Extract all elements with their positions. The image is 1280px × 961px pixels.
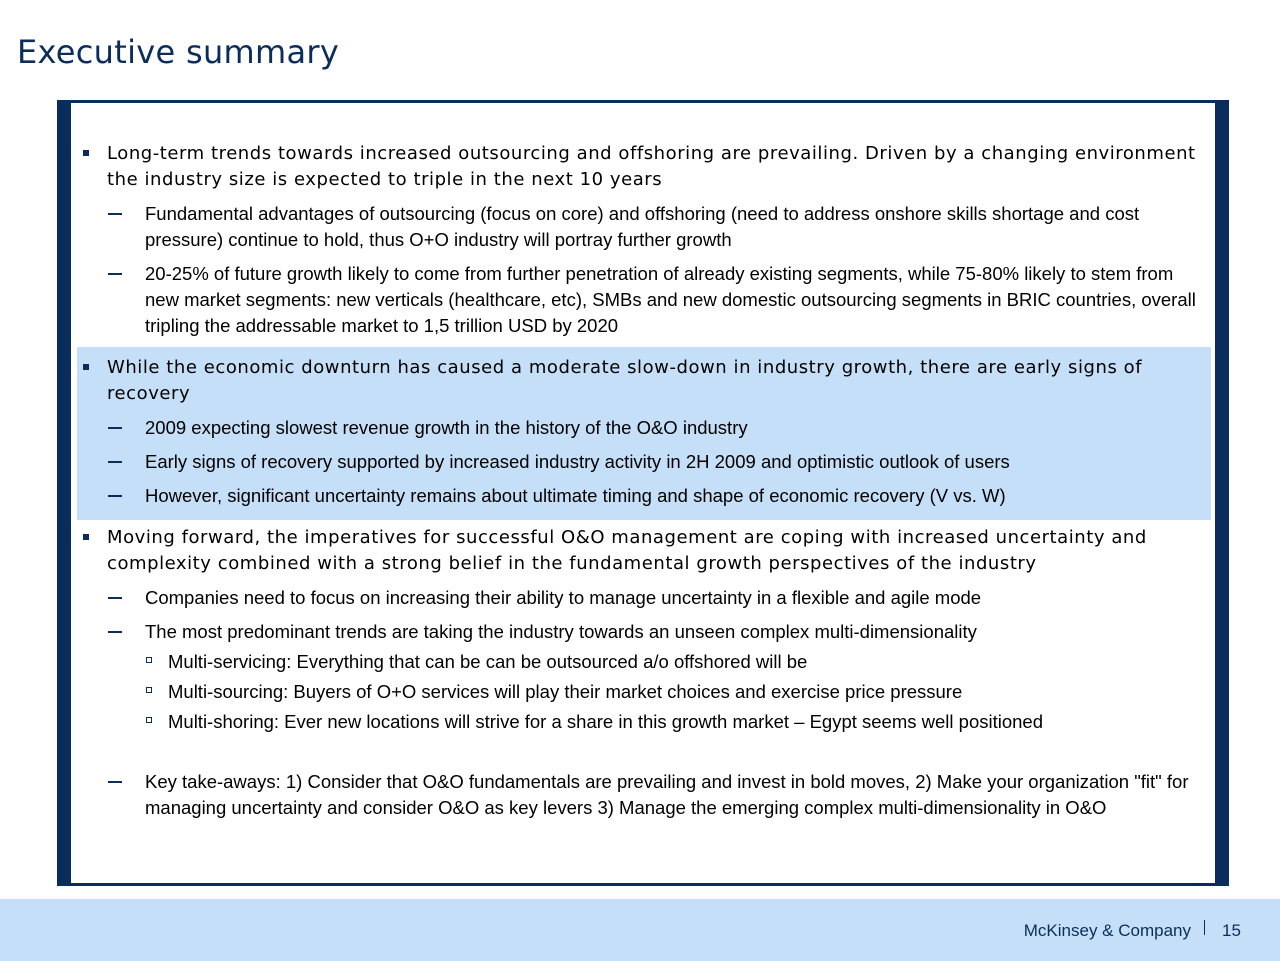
dash-bullet-icon bbox=[108, 273, 122, 275]
sub-sub-point-3-2-2: Multi-sourcing: Buyers of O+O services will play their market choices and exercise price pressure bbox=[168, 681, 963, 702]
sub-sub-point-3-2-3: Multi-shoring: Ever new locations will strive for a share in this growth market – Egypt seems well positioned bbox=[168, 711, 1044, 732]
dash-bullet-icon bbox=[108, 461, 122, 463]
footer-divider bbox=[1204, 920, 1205, 935]
main-point-3: Moving forward, the imperatives for successful O&O management are coping with increased uncertainty and complexity combined with a strong belief in the fundamental growth perspectives of the industry bbox=[107, 527, 1147, 574]
main-point-2: While the economic downturn has caused a moderate slow-down in industry growth, there are early signs of recovery bbox=[107, 357, 1143, 404]
sub-sub-point-3-2-1: Multi-servicing: Everything that can be can be outsourced a/o offshored will be bbox=[168, 651, 808, 672]
square-bullet-icon bbox=[83, 150, 89, 156]
company-name: McKinsey & Company bbox=[1023, 921, 1191, 940]
dash-bullet-icon bbox=[108, 213, 122, 215]
sub-point-2-3: However, significant uncertainty remains about ultimate timing and shape of economic recovery (V vs. W) bbox=[145, 485, 1006, 506]
sub-point-3-2: The most predominant trends are taking the industry towards an unseen complex multi-dimensionality bbox=[145, 621, 977, 642]
sub-point-3-1: Companies need to focus on increasing their ability to manage uncertainty in a flexible and agile mode bbox=[145, 587, 982, 608]
main-point-1: Long-term trends towards increased outsourcing and offshoring are prevailing. Driven by a changing environment the industry size is expected to triple in the next 10 years bbox=[107, 143, 1196, 190]
square-bullet-icon bbox=[83, 534, 89, 540]
dash-bullet-icon bbox=[108, 597, 122, 599]
square-bullet-icon bbox=[83, 364, 89, 370]
dash-bullet-icon bbox=[108, 631, 122, 633]
dash-bullet-icon bbox=[108, 781, 122, 783]
sub-point-2-1: 2009 expecting slowest revenue growth in the history of the O&O industry bbox=[145, 417, 748, 438]
page-title: Executive summary bbox=[17, 33, 340, 71]
sub-point-3-3: Key take-aways: 1) Consider that O&O fundamentals are prevailing and invest in bold moves, 2) Make your organization "fit" for managing uncertainty and consider O&O as key levers 3) Manage the emerging complex multi-dimensionality in O&O bbox=[145, 771, 1189, 818]
hollow-square-bullet-icon bbox=[146, 687, 152, 693]
sub-point-2-2: Early signs of recovery supported by increased industry activity in 2H 2009 and optimistic outlook of users bbox=[145, 451, 1010, 472]
dash-bullet-icon bbox=[108, 495, 122, 497]
page-number: 15 bbox=[1222, 921, 1241, 940]
sub-point-1-1: Fundamental advantages of outsourcing (focus on core) and offshoring (need to address onshore skills shortage and cost pressure) continue to hold, thus O+O industry will portray further growth bbox=[145, 203, 1140, 250]
hollow-square-bullet-icon bbox=[146, 657, 152, 663]
dash-bullet-icon bbox=[108, 427, 122, 429]
sub-point-1-2: 20-25% of future growth likely to come from further penetration of already existing segments, while 75-80% likely to stem from new market segments: new verticals (healthcare, etc), SMBs and new domestic outsourcing segments in BRIC countries, overall tripling the addressable market to 1,5 trillion USD by 2020 bbox=[145, 263, 1196, 336]
hollow-square-bullet-icon bbox=[146, 717, 152, 723]
